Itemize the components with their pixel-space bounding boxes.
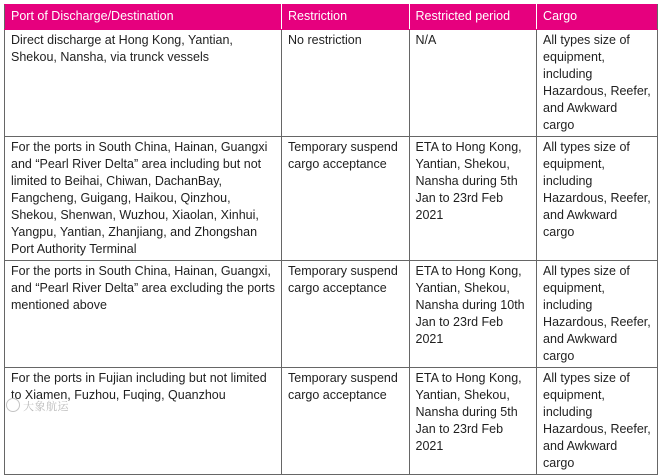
cell-restriction: Temporary suspend cargo acceptance <box>282 368 410 475</box>
watermark-text: 大象航运 <box>23 401 69 413</box>
port-restriction-table <box>4 4 658 475</box>
restriction-document <box>4 4 658 475</box>
cell-restricted-period: ETA to Hong Kong, Yantian, Shekou, Nansha during 5th Jan to 23rd Feb 2021 <box>409 137 537 261</box>
table-header <box>5 5 658 30</box>
watermark <box>6 398 69 414</box>
header-port: Port of Discharge/Destination <box>5 5 282 30</box>
header-restriction: Restriction <box>282 5 410 30</box>
table-row <box>5 368 658 475</box>
cell-cargo: All types size of equipment, including Hazardous, Reefer, and Awkward cargo <box>537 261 658 368</box>
cell-port: For the ports in South China, Hainan, Guangxi, and “Pearl River Delta” area excluding the ports mentioned above <box>5 261 282 368</box>
table-row <box>5 137 658 261</box>
cell-restricted-period: ETA to Hong Kong, Yantian, Shekou, Nansha during 5th Jan to 23rd Feb 2021 <box>409 368 537 475</box>
cell-port: For the ports in Fujian including but not limited to Xiamen, Fuzhou, Fuqing, Quanzhou <box>5 368 282 475</box>
header-cargo: Cargo <box>537 5 658 30</box>
header-row <box>5 5 658 30</box>
cell-cargo: All types size of equipment, including Hazardous, Reefer, and Awkward cargo <box>537 30 658 137</box>
cell-cargo: All types size of equipment, including Hazardous, Reefer, and Awkward cargo <box>537 137 658 261</box>
table-row <box>5 30 658 137</box>
cell-cargo: All types size of equipment, including Hazardous, Reefer, and Awkward cargo <box>537 368 658 475</box>
cell-restriction: No restriction <box>282 30 410 137</box>
table-body <box>5 30 658 475</box>
table-row <box>5 261 658 368</box>
cell-restricted-period: ETA to Hong Kong, Yantian, Shekou, Nansha during 10th Jan to 23rd Feb 2021 <box>409 261 537 368</box>
cell-restriction: Temporary suspend cargo acceptance <box>282 137 410 261</box>
cell-restricted-period: N/A <box>409 30 537 137</box>
header-restricted-period: Restricted period <box>409 5 537 30</box>
cell-port: For the ports in South China, Hainan, Guangxi and “Pearl River Delta” area including but not limited to Beihai, Chiwan, DachanBay, Fangcheng, Guigang, Haikou, Qinzhou, Shekou, Shenwan, Wuzhou, Xiaolan, Xinhui, Yangpu, Yantian, Zhanjiang, and Zhongshan Port Authority Terminal <box>5 137 282 261</box>
cell-port: Direct discharge at Hong Kong, Yantian, Shekou, Nansha, via trunck vessels <box>5 30 282 137</box>
cell-restriction: Temporary suspend cargo acceptance <box>282 261 410 368</box>
watermark-logo-icon <box>6 398 20 412</box>
